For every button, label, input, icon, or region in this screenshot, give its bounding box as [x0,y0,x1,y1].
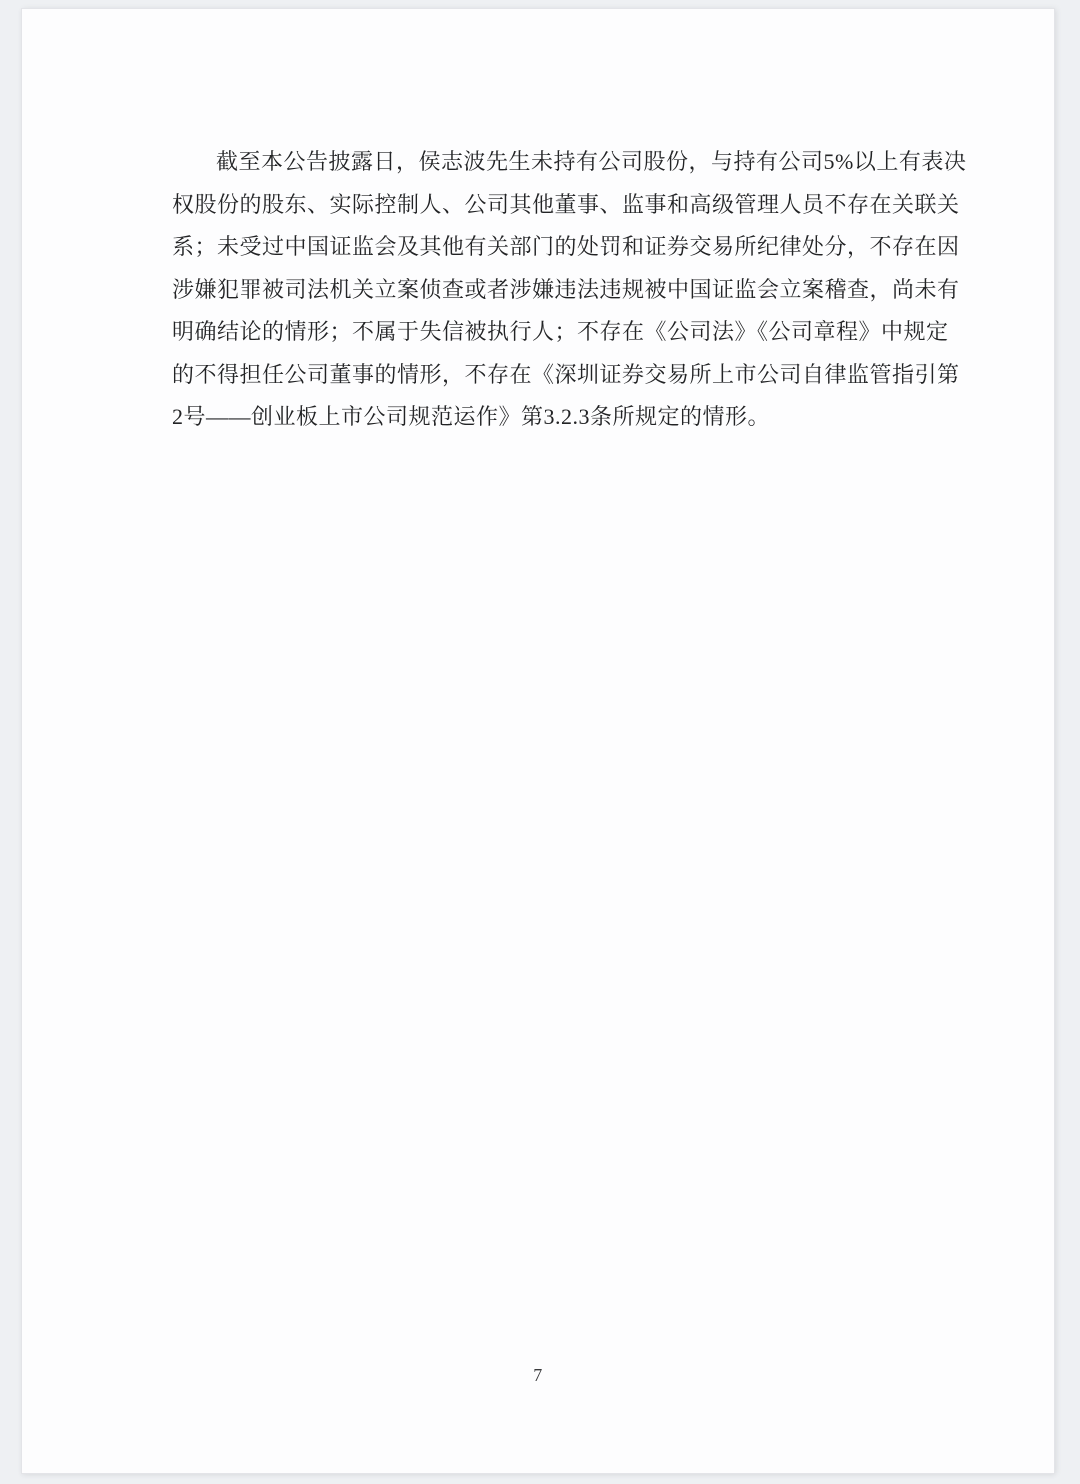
paragraph-line: 2号——创业板上市公司规范运作》第3.2.3条所规定的情形。 [172,404,771,429]
paragraph-line: 截至本公告披露日，侯志波先生未持有公司股份，与持有公司5%以上有表决 [216,149,967,174]
document-page [21,8,1055,1474]
paragraph-line: 系；未受过中国证监会及其他有关部门的处罚和证券交易所纪律处分，不存在因 [172,234,960,259]
paragraph-line: 明确结论的情形；不属于失信被执行人；不存在《公司法》《公司章程》中规定 [172,319,949,344]
paragraph-line: 权股份的股东、实际控制人、公司其他董事、监事和高级管理人员不存在关联关 [172,191,960,217]
page-number: 7 [533,1365,543,1385]
paragraph-line: 的不得担任公司董事的情形，不存在《深圳证券交易所上市公司自律监管指引第 [172,361,960,387]
body-paragraph [172,141,967,439]
paragraph-line: 涉嫌犯罪被司法机关立案侦查或者涉嫌违法违规被中国证监会立案稽查，尚未有 [172,276,960,302]
